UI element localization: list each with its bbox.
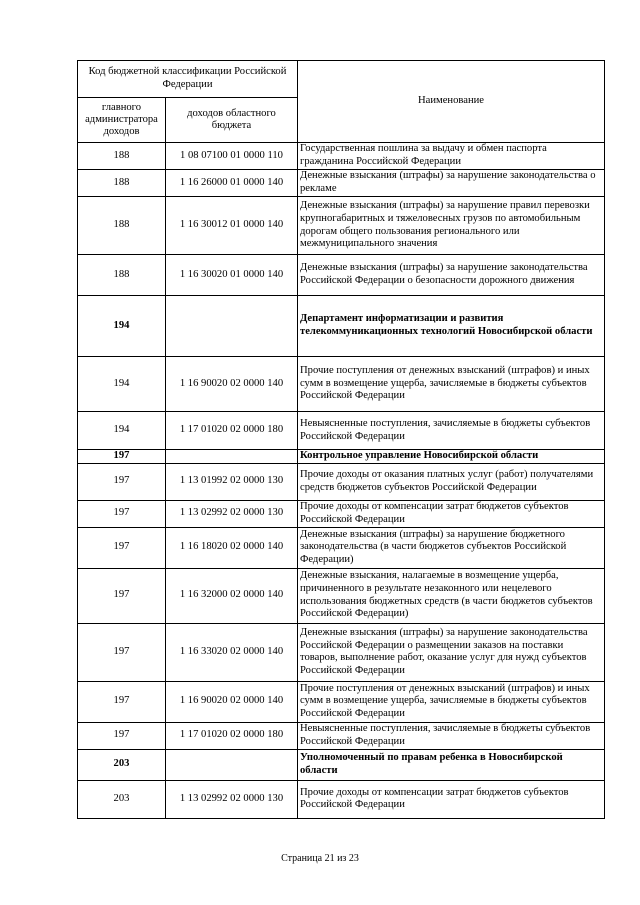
- table-row: [78, 749, 605, 780]
- income-code-cell: 1 16 90020 02 0000 140: [166, 357, 298, 412]
- table-row: [78, 623, 605, 681]
- admin-code-cell: 194: [78, 412, 166, 450]
- table-row: [78, 722, 605, 749]
- name-cell: Невыясненные поступления, зачисляемые в бюджеты субъектов Российской Федерации: [298, 412, 605, 450]
- table-row: [78, 296, 605, 357]
- admin-code-cell: 188: [78, 197, 166, 255]
- income-code-cell: 1 13 02992 02 0000 130: [166, 780, 298, 818]
- table-row: [78, 681, 605, 722]
- table-header-row: [78, 61, 605, 98]
- table-row: [78, 780, 605, 818]
- income-code-cell: [166, 450, 298, 464]
- name-cell: Департамент информатизации и развития телекоммуникационных технологий Новосибирской области: [298, 296, 605, 357]
- income-code-cell: 1 08 07100 01 0000 110: [166, 143, 298, 170]
- name-cell: Денежные взыскания (штрафы) за нарушение законодательства о рекламе: [298, 170, 605, 197]
- name-cell: Прочие доходы от компенсации затрат бюджетов субъектов Российской Федерации: [298, 780, 605, 818]
- income-code-cell: 1 16 33020 02 0000 140: [166, 623, 298, 681]
- admin-code-cell: 203: [78, 749, 166, 780]
- income-code-cell: 1 13 02992 02 0000 130: [166, 500, 298, 527]
- table-row: [78, 450, 605, 464]
- admin-code-cell: 188: [78, 255, 166, 296]
- name-cell: Прочие доходы от компенсации затрат бюджетов субъектов Российской Федерации: [298, 500, 605, 527]
- header-admin: главного администратора доходов: [78, 98, 166, 143]
- name-cell: Денежные взыскания, налагаемые в возмещение ущерба, причиненного в результате незаконного или нецелевого использования бюджетных средств (в части бюджетов субъектов Российской Федерации): [298, 568, 605, 623]
- income-code-cell: 1 16 30012 01 0000 140: [166, 197, 298, 255]
- name-cell: Прочие поступления от денежных взысканий (штрафов) и иных сумм в возмещение ущерба, зачисляемые в бюджеты субъектов Российской Федерации: [298, 357, 605, 412]
- table-row: [78, 143, 605, 170]
- income-code-cell: 1 16 26000 01 0000 140: [166, 170, 298, 197]
- table-row: [78, 527, 605, 568]
- name-cell: Невыясненные поступления, зачисляемые в бюджеты субъектов Российской Федерации: [298, 722, 605, 749]
- income-code-cell: 1 17 01020 02 0000 180: [166, 412, 298, 450]
- table-row: [78, 357, 605, 412]
- name-cell: Прочие поступления от денежных взысканий (штрафов) и иных сумм в возмещение ущерба, зачисляемые в бюджеты субъектов Российской Федерации: [298, 681, 605, 722]
- income-code-cell: 1 16 18020 02 0000 140: [166, 527, 298, 568]
- name-cell: Государственная пошлина за выдачу и обмен паспорта гражданина Российской Федерации: [298, 143, 605, 170]
- income-code-cell: 1 13 01992 02 0000 130: [166, 463, 298, 500]
- income-code-cell: [166, 749, 298, 780]
- name-cell: Денежные взыскания (штрафы) за нарушение законодательства Российской Федерации о безопасности дорожного движения: [298, 255, 605, 296]
- page-number: Страница 21 из 23: [281, 853, 359, 864]
- table-row: [78, 255, 605, 296]
- admin-code-cell: 197: [78, 450, 166, 464]
- income-code-cell: 1 16 32000 02 0000 140: [166, 568, 298, 623]
- table-row: [78, 412, 605, 450]
- admin-code-cell: 194: [78, 296, 166, 357]
- admin-code-cell: 188: [78, 170, 166, 197]
- name-cell: Прочие доходы от оказания платных услуг (работ) получателями средств бюджетов субъектов Российской Федерации: [298, 463, 605, 500]
- admin-code-cell: 203: [78, 780, 166, 818]
- table-row: [78, 197, 605, 255]
- admin-code-cell: 197: [78, 500, 166, 527]
- name-cell: Денежные взыскания (штрафы) за нарушение бюджетного законодательства (в части бюджетов субъектов Российской Федерации): [298, 527, 605, 568]
- admin-code-cell: 197: [78, 463, 166, 500]
- header-budget-code-group: Код бюджетной классификации Российской Федерации: [78, 61, 298, 98]
- admin-code-cell: 197: [78, 527, 166, 568]
- income-code-cell: [166, 296, 298, 357]
- income-code-cell: 1 16 30020 01 0000 140: [166, 255, 298, 296]
- table-row: [78, 568, 605, 623]
- table-row: [78, 463, 605, 500]
- income-code-cell: 1 17 01020 02 0000 180: [166, 722, 298, 749]
- table-row: [78, 500, 605, 527]
- admin-code-cell: 188: [78, 143, 166, 170]
- income-code-cell: 1 16 90020 02 0000 140: [166, 681, 298, 722]
- budget-classification-table: [77, 60, 605, 819]
- name-cell: Денежные взыскания (штрафы) за нарушение правил перевозки крупногабаритных и тяжеловесных грузов по автомобильным дорогам общего пользования регионального или межмуниципального значения: [298, 197, 605, 255]
- header-income: доходов областного бюджета: [166, 98, 298, 143]
- name-cell: Уполномоченный по правам ребенка в Новосибирской области: [298, 749, 605, 780]
- admin-code-cell: 197: [78, 568, 166, 623]
- header-name: Наименование: [298, 61, 605, 143]
- table-row: [78, 170, 605, 197]
- table-body: [78, 143, 605, 819]
- admin-code-cell: 194: [78, 357, 166, 412]
- name-cell: Денежные взыскания (штрафы) за нарушение законодательства Российской Федерации о размещении заказов на поставки товаров, выполнение работ, оказание услуг для нужд субъектов Российской Федерации: [298, 623, 605, 681]
- name-cell: Контрольное управление Новосибирской области: [298, 450, 605, 464]
- admin-code-cell: 197: [78, 722, 166, 749]
- admin-code-cell: 197: [78, 623, 166, 681]
- admin-code-cell: 197: [78, 681, 166, 722]
